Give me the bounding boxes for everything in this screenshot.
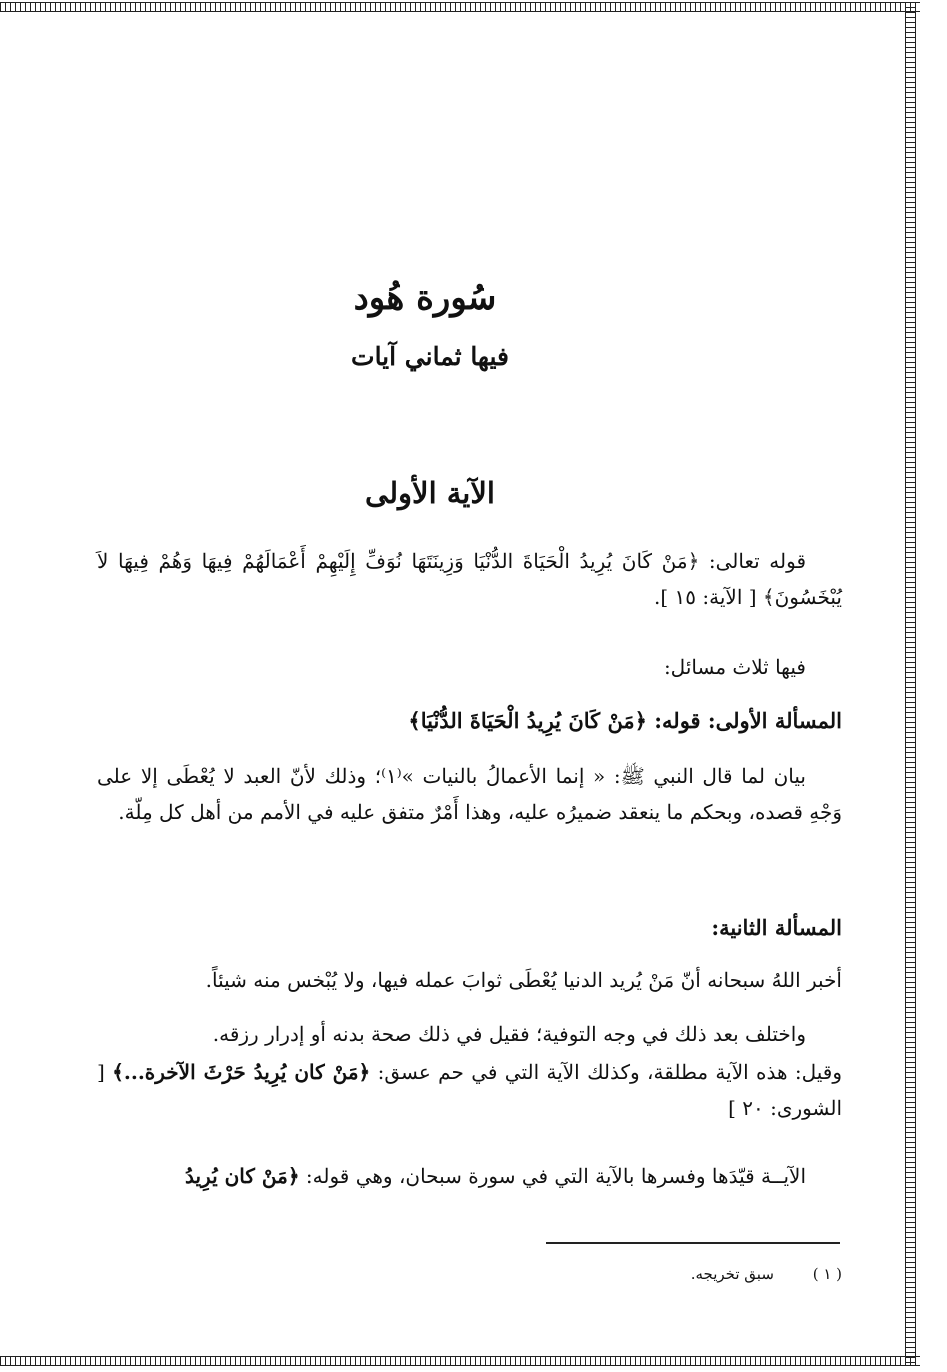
issues-intro: فيها ثلاث مسائل: (663, 655, 806, 679)
issue2-paragraph-4-quote: ﴿مَنْ كان يُرِيدُ (184, 1164, 300, 1188)
issue1-text: بيان لما قال النبي ﷺ: « إنما الأعمالُ بالنيات »⁽١⁾؛ وذلك لأنّ العبد لا يُعْطَى إلا على وَجْهِ قصده، وبحكم ما ينعقد ضميرُه عليه، وهذا أَمْرٌ متفق عليه في الأمم من أهل كل مِلّة. (97, 764, 842, 824)
issue2-paragraph-3 (97, 1054, 842, 1126)
surah-title: سُورة هُود (353, 278, 497, 318)
issue2-paragraph-4 (97, 1158, 842, 1194)
issue2-paragraph-1: أخبر اللهُ سبحانه أنّ مَنْ يُريد الدنيا يُعْطَى ثوابَ عمله فيها، ولا يُبْخس منه شيئاً. (205, 968, 842, 992)
issue2-heading: المسألة الثانية: (711, 915, 842, 940)
surah-subtitle: فيها ثماني آيات (351, 342, 509, 371)
issue2-paragraph-3-quote: ﴿مَنْ كان يُرِيدُ حَرْثَ الآخرة...﴾ (112, 1060, 371, 1084)
issue1-heading: المسألة الأولى: قوله: ﴿مَنْ كَانَ يُرِيدُ الْحَيَاةَ الدُّنْيَا﴾ (408, 708, 842, 733)
issue2-paragraph-4-lead: الآيــة قيّدَها وفسرها بالآية التي في سورة سبحان، وهي قوله: (305, 1164, 806, 1188)
footnote (442, 1262, 842, 1286)
verse-quote: قوله تعالى: ﴿مَنْ كَانَ يُرِيدُ الْحَيَاةَ الدُّنْيَا وَزِينَتَهَا نُوَفِّ إِلَيْهِمْ أَعْمَالَهُمْ فِيهَا وَهُمْ فِيهَا لاَ يُبْخَسُونَ﴾ [ الآية: ١٥ ]. (97, 549, 842, 609)
footnote-text: سبق تخريجه. (690, 1265, 774, 1283)
issue2-paragraph-2: واختلف بعد ذلك في وجه التوفية؛ فقيل في ذلك صحة بدنه أو إدرار رزقه. (212, 1022, 806, 1046)
footnote-number: ( ١ ) (812, 1265, 842, 1283)
verse-heading: الآية الأولى (365, 476, 495, 510)
issue2-paragraph-3-ref: [ الشورى: ٢٠ ] (97, 1060, 842, 1120)
issue2-paragraph-3-lead: وقيل: هذه الآية مطلقة، وكذلك الآية التي في حم عسق: (377, 1060, 843, 1084)
footnote-divider (546, 1242, 840, 1244)
